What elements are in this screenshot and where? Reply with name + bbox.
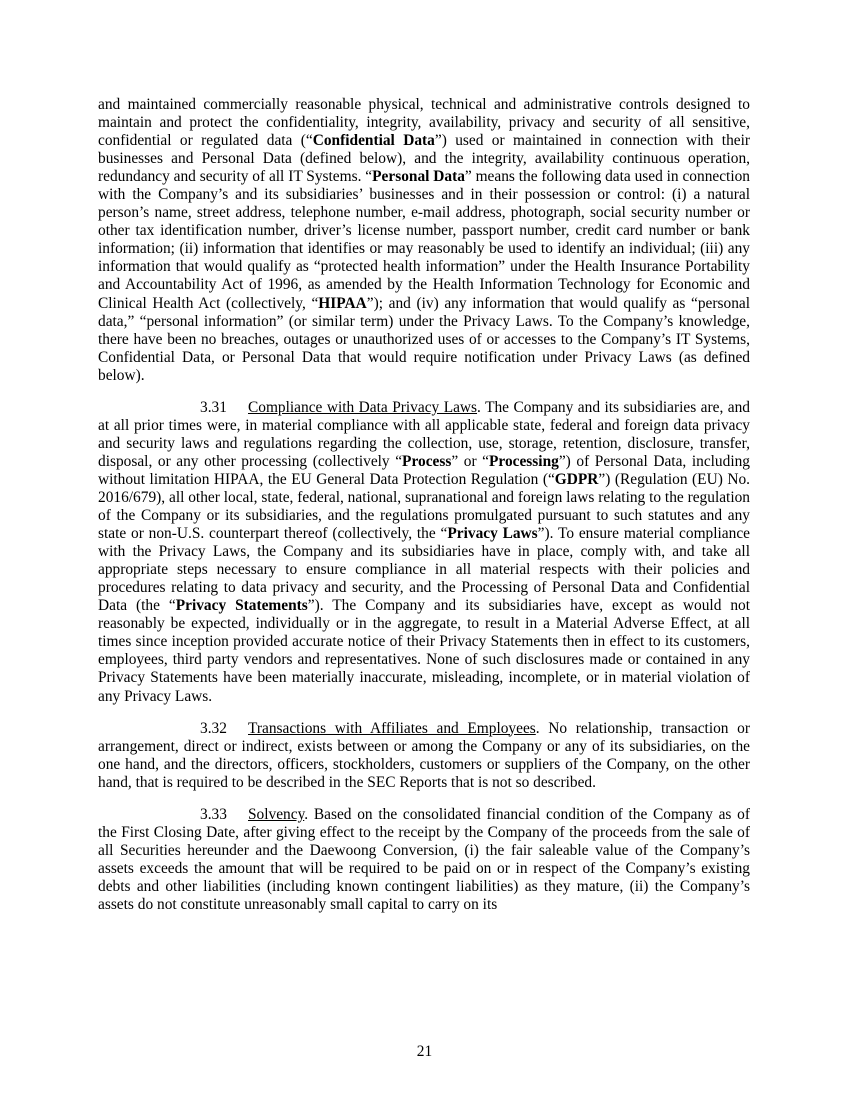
text-run: ”) of Personal Data, including without limitation HIPAA, the EU General Data Protection Regulation (“ <box>98 452 750 488</box>
text-run: ”); and (iv) any information that would qualify as “personal data,” “personal information” (or similar term) under the Privacy Laws. To the Company’s knowledge, there have been no breaches, outages or unauthorized uses of or accesses to the Company’s IT Systems, Confidential Data, or Personal Data that would require notification under Privacy Laws (as defined below). <box>98 294 750 384</box>
defined-term-personal-data: Personal Data <box>372 168 465 186</box>
defined-term-privacy-laws: Privacy Laws <box>447 525 538 543</box>
text-run: ”) (Regulation (EU) No. 2016/679), all other local, state, federal, national, supranational and foreign laws relating to the regulation of the Company or its subsidiaries, and the regulations promulgated pursuant to such statutes and any state or non-U.S. counterpart thereof (collectively, the “ <box>98 470 750 543</box>
section-3-33 <box>98 806 750 914</box>
defined-term-process: Process <box>402 452 452 470</box>
section-3-31 <box>98 399 750 706</box>
paragraph-intro <box>98 96 750 385</box>
section-heading: Solvency <box>248 805 305 823</box>
defined-term-gdpr: GDPR <box>554 470 599 488</box>
defined-term-hipaa: HIPAA <box>318 294 367 312</box>
text-run: ” or “ <box>451 452 489 470</box>
text-run: ”) used or maintained in connection with their businesses and Personal Data (defined below), and the integrity, availability continuous operation, redundancy and security of all IT Systems. “ <box>98 132 751 186</box>
page-number: 21 <box>416 1043 433 1060</box>
text-run: ” means the following data used in connection with the Company’s and its subsidiaries’ businesses and in their possession or control: (i) a natural person’s name, street address, telephone number, e-mail address, photograph, social security number or other tax identification number, driver’s license number, passport number, credit card number or bank information; (ii) information that identifies or may reasonably be used to identify an individual; (iii) any information that would qualify as “protected health information” under the Health Insurance Portability and Accountability Act of 1996, as amended by the Health Information Technology for Economic and Clinical Health Act (collectively, “ <box>98 168 751 312</box>
section-number: 3.32 <box>200 719 227 737</box>
text-run: . The Company and its subsidiaries are, and at all prior times were, in material compliance with all applicable state, federal and foreign data privacy and security laws and regulations regarding the collection, use, storage, retention, disclosure, transfer, disposal, or any other processing (collectively “ <box>98 398 750 470</box>
defined-term-processing: Processing <box>489 452 559 470</box>
text-run: ”). To ensure material compliance with the Privacy Laws, the Company and its subsidiaries have in place, comply with, and take all appropriate steps necessary to ensure compliance in all material respects with their policies and procedures relating to data privacy and security, and the Processing of Personal Data and Confidential Data (the “ <box>98 525 750 615</box>
text-run: . No relationship, transaction or arrangement, direct or indirect, exists between or among the Company or any of its subsidiaries, on the one hand, and the directors, officers, stockholders, customers or suppliers of the Company, on the other hand, that is required to be described in the SEC Reports that is not so described. <box>98 719 751 791</box>
section-number: 3.33 <box>200 805 227 823</box>
page-body <box>98 96 750 928</box>
section-heading: Transactions with Affiliates and Employees <box>248 719 536 737</box>
section-heading: Compliance with Data Privacy Laws <box>248 398 478 416</box>
text-run: ”). The Company and its subsidiaries have, except as would not reasonably be expected, individually or in the aggregate, to result in a Material Adverse Effect, at all times since inception provided accurate notice of their Privacy Statements then in effect to its customers, employees, third party vendors and representatives. None of such disclosures made or contained in any Privacy Statements have been materially inaccurate, misleading, incomplete, or in material violation of any Privacy Laws. <box>98 597 750 705</box>
text-run: . Based on the consolidated financial condition of the Company as of the First Closing Date, after giving effect to the receipt by the Company of the proceeds from the sale of all Securities hereunder and the Daewoong Conversion, (i) the fair saleable value of the Company’s assets exceeds the amount that will be required to be paid on or in respect of the Company’s existing debts and other liabilities (including known contingent liabilities) as they mature, (ii) the Company’s assets do not constitute unreasonably small capital to carry on its <box>98 805 750 913</box>
section-3-32 <box>98 720 750 792</box>
section-number: 3.31 <box>200 398 227 416</box>
defined-term-confidential-data: Confidential Data <box>312 132 435 150</box>
text-run: and maintained commercially reasonable physical, technical and administrative controls designed to maintain and protect the confidentiality, integrity, availability, privacy and security of all sensitive, confidential or regulated data (“ <box>98 96 750 150</box>
defined-term-privacy-statements: Privacy Statements <box>175 597 308 615</box>
